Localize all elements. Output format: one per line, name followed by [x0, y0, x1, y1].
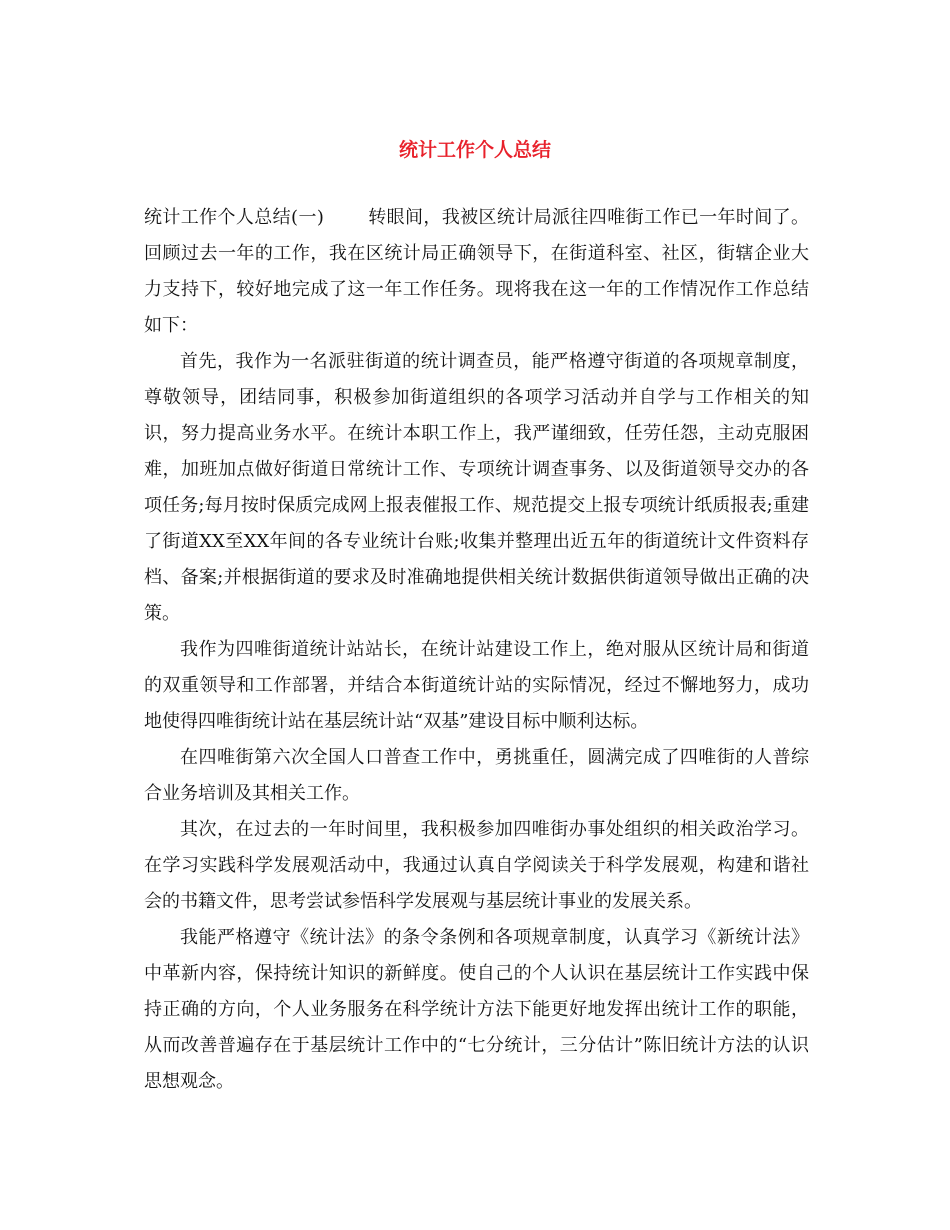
- paragraph: 其次，在过去的一年时间里，我积极参加四唯街办事处组织的相关政治学习。在学习实践科学发展观活动中，我通过认真自学阅读关于科学发展观，构建和谐社会的书籍文件，思考尝试参悟科学发展观与基层统计事业的发展关系。: [144, 819, 809, 912]
- paragraph: 我能严格遵守《统计法》的条令条例和各项规章制度，认真学习《新统计法》中革新内容，保持统计知识的新鲜度。使自己的个人认识在基层统计工作实践中保持正确的方向，个人业务服务在科学统计方法下能更好地发挥出统计工作的职能，从而改善普遍存在于基层统计工作中的“七分统计，三分估计”陈旧统计方法的认识思想观念。: [144, 927, 809, 1092]
- intro-heading: 统计工作个人总结(一): [144, 207, 324, 228]
- intro-text: 转眼间，我被区统计局派往四唯街工作已一年时间了。回顾过去一年的工作，我在区统计局正确领导下，在街道科室、社区，街辖企业大力支持下，较好地完成了这一年工作任务。现将我在这一年的工作情况作工作总结如下：: [144, 207, 810, 336]
- intro-paragraph: [144, 200, 809, 344]
- paragraph: 首先，我作为一名派驻街道的统计调查员，能严格遵守街道的各项规章制度，尊敬领导，团结同事，积极参加街道组织的各项学习活动并自学与工作相关的知识，努力提高业务水平。在统计本职工作上，我严谨细致，任劳任怨，主动克服困难，加班加点做好街道日常统计工作、专项统计调查事务、以及街道领导交办的各项任务;每月按时保质完成网上报表催报工作、规范提交上报专项统计纸质报表;重建了街道XX至XX年间的各专业统计台账;收集并整理出近五年的街道统计文件资料存档、备案;并根据街道的要求及时准确地提供相关统计数据供街道领导做出正确的决策。: [144, 351, 809, 624]
- paragraph: 我作为四唯街道统计站站长，在统计站建设工作上，绝对服从区统计局和街道的双重领导和工作部署，并结合本街道统计站的实际情况，经过不懈地努力，成功地使得四唯街统计站在基层统计站“双基”建设目标中顺利达标。: [144, 639, 809, 732]
- document-title: 统计工作个人总结: [398, 139, 551, 161]
- paragraph: 在四唯街第六次全国人口普查工作中，勇挑重任，圆满完成了四唯街的人普综合业务培训及其相关工作。: [144, 747, 809, 804]
- document-body: [144, 200, 809, 1100]
